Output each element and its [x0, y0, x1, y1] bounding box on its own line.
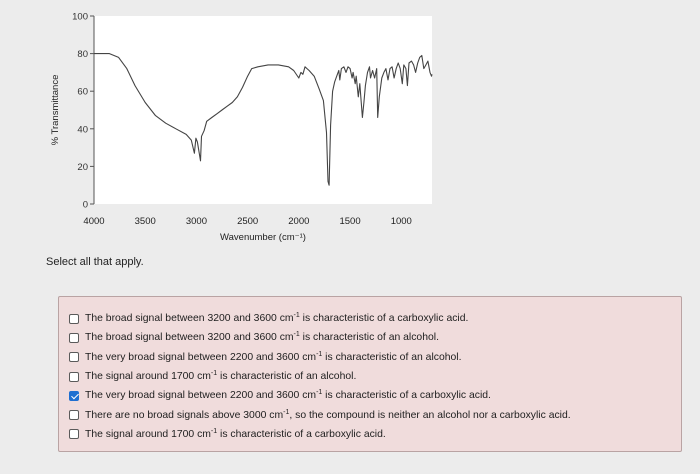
unit-superscript: -1: [316, 350, 323, 358]
unit-superscript: -1: [210, 427, 218, 435]
y-axis-label: % Transmittance: [50, 74, 61, 146]
checkbox[interactable]: [69, 314, 79, 324]
x-tick-label: 3000: [185, 216, 207, 227]
unit-superscript: -1: [283, 408, 290, 416]
answer-option-2[interactable]: [69, 328, 681, 347]
option-text-end: is characteristic of an alcohol.: [322, 351, 462, 363]
x-tick-label: 3500: [134, 216, 156, 227]
option-text-end: , so the compound is neither an alcohol nor a carboxylic acid.: [289, 409, 571, 421]
x-tick-label: 4000: [83, 216, 105, 227]
unit-superscript: -1: [316, 389, 323, 397]
unit-superscript: -1: [293, 331, 300, 339]
option-label: [85, 313, 468, 324]
checkbox[interactable]: [69, 410, 79, 420]
y-tick-label: 60: [77, 86, 88, 98]
option-label: [85, 390, 491, 401]
x-tick-label: 1500: [339, 216, 361, 227]
plot-area: [94, 16, 432, 204]
unit-superscript: -1: [293, 312, 300, 320]
option-text: The signal around 1700 cm: [85, 371, 211, 383]
y-tick-label: 80: [77, 49, 88, 61]
answer-options-panel: [58, 296, 682, 452]
checkbox[interactable]: [69, 429, 79, 439]
prompt-text: Select all that apply.: [46, 256, 144, 268]
option-label: [85, 410, 571, 421]
x-axis-label: Wavenumber (cm⁻¹): [220, 232, 306, 243]
option-label: [85, 429, 386, 440]
answer-option-7[interactable]: [69, 425, 681, 444]
option-text: The very broad signal between 2200 and 3600 cm: [85, 390, 317, 402]
option-text-end: is characteristic of a carboxylic acid.: [322, 390, 491, 402]
y-tick-label: 20: [77, 161, 88, 173]
option-text: The broad signal between 3200 and 3600 cm: [85, 313, 294, 325]
option-text: The very broad signal between 2200 and 3600 cm: [85, 351, 317, 363]
option-label: [85, 371, 356, 382]
option-label: [85, 352, 461, 363]
x-tick-label: 2500: [237, 216, 259, 227]
answer-option-1[interactable]: [69, 309, 681, 328]
option-text-end: is characteristic of a carboxylic acid.: [299, 313, 469, 325]
x-tick-label: 2000: [288, 216, 310, 227]
option-text-end: is characteristic of an alcohol.: [217, 371, 357, 383]
y-tick-label: 40: [77, 124, 88, 136]
checkbox[interactable]: [69, 372, 79, 382]
option-text: The broad signal between 3200 and 3600 cm: [85, 332, 294, 344]
option-text: There are no broad signals above 3000 cm: [85, 409, 284, 421]
answer-option-3[interactable]: [69, 348, 681, 367]
checkbox[interactable]: [69, 352, 79, 362]
option-text-end: is characteristic of a carboxylic acid.: [217, 428, 386, 440]
option-label: [85, 332, 439, 343]
x-tick-label: 1000: [390, 216, 412, 227]
checkbox-checked[interactable]: [69, 391, 79, 401]
checkbox[interactable]: [69, 333, 79, 343]
y-tick-label: 100: [72, 11, 88, 23]
option-text: The signal around 1700 cm: [85, 428, 211, 440]
option-text-end: is characteristic of an alcohol.: [299, 332, 439, 344]
answer-option-6[interactable]: [69, 405, 681, 424]
answer-option-5[interactable]: [69, 386, 681, 405]
answer-option-4[interactable]: [69, 367, 681, 386]
unit-superscript: -1: [210, 370, 218, 378]
y-tick-label: 0: [82, 199, 88, 211]
